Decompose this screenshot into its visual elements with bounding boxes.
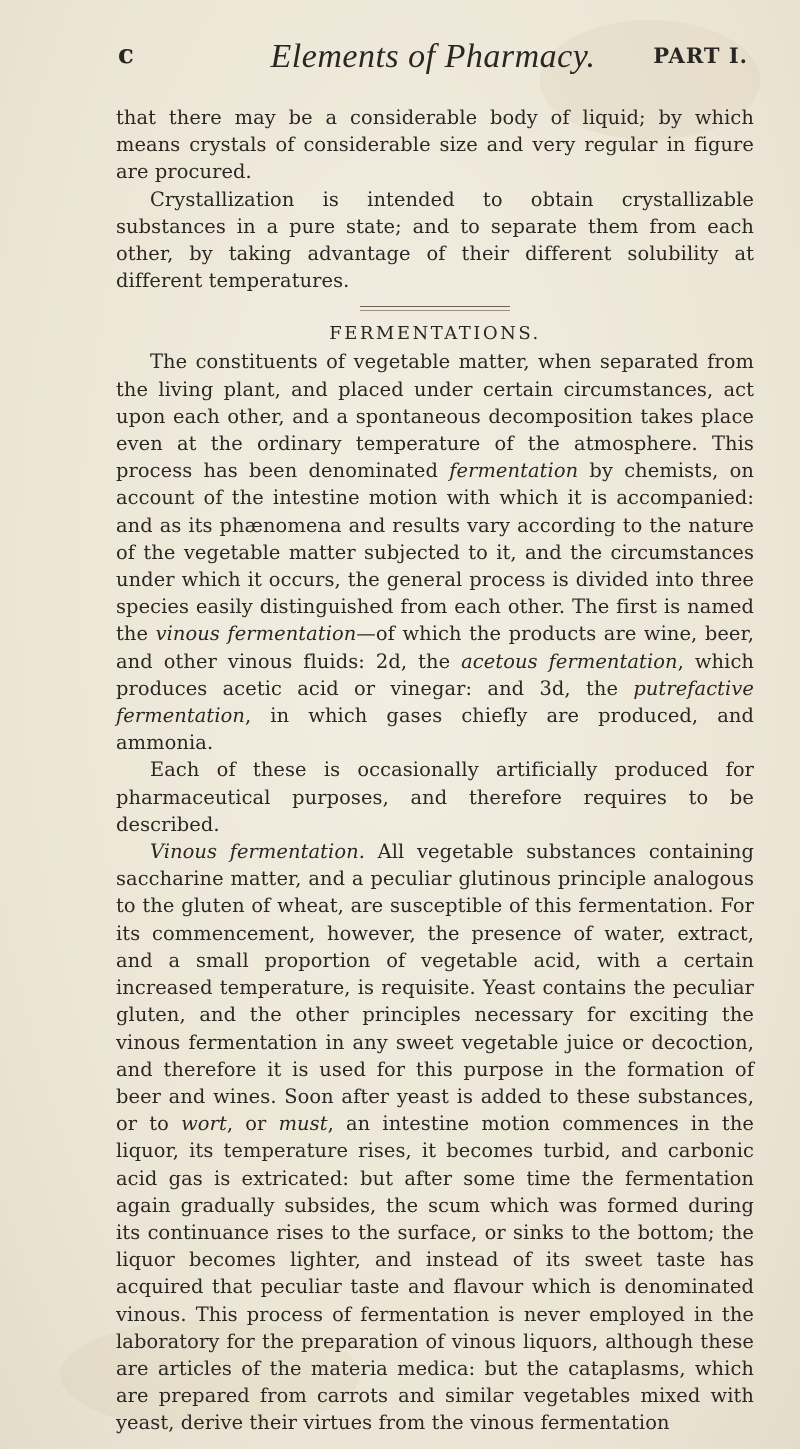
term-vinous: vinous fermentation [155,622,357,646]
section-divider [360,306,510,311]
text-run: All vegetable substances containing saccharine matter, and a peculiar glutinous principle analogous to the gluten of wheat, are susceptible of this fermentation. For its commencement, however, the presence of water, extract, and a small proportion of vegetable acid, with a certain increased temperature, is requisite. Yeast contains the peculiar gluten, and the other principles necessary for exciting the vinous fermentation in any sweet vegetable juice or decoction, and therefore it is used for this purpose in the formation of beer and wines. Soon after yeast is added to these substances, or to [116,840,754,1136]
page-body [116,104,754,1437]
text-run: , an intestine motion commences in the liquor, its temperature rises, it becomes turbid, and carbonic acid gas is extricated: but after some time the fermentation again gradually subsides, the scum which was formed during its continuance rises to the surface, or sinks to the bottom; the liquor becomes lighter, and instead of its sweet taste has acquired that peculiar taste and flavour which is denominated vinous. This process of fermentation is never employed in the laboratory for the preparation of vinous liquors, although these are articles of the materia medica: but the cataplasms, which are prepared from carrots and similar vegetables mixed with yeast, derive their virtues from the vinous fermentation [116,1112,754,1435]
text-run: by chemists, on account of the intestine motion with which it is accompanied: and as its phænomena and results vary according to the nature of the vegetable matter subjected to it, and the circumstances under which it occurs, the general process is divided into three species easily distinguished from each other. The first is named the [116,459,754,646]
term-must: must [278,1112,328,1136]
subsection-title: Vinous fermentation. [150,840,365,864]
text-run: —of which the products are wine, beer, and other vinous fluids: 2d, the [116,622,754,673]
part-label: PART I. [653,43,748,68]
term-wort: wort [181,1112,227,1136]
text-run: , which produces acetic acid or vinegar: and 3d, the [116,649,754,700]
text-run: , in which gases chiefly are produced, and ammonia. [116,704,754,755]
paragraph-crystallization: Crystallization is intended to obtain crystallizable substances in a pure state; and to separate them from each other, by taking advantage of their different solubility at different temperatures. [116,187,754,293]
page-folio: c [118,40,134,70]
text-run: The constituents of vegetable matter, when separated from the living plant, and placed under certain circumstances, act upon each other, and a spontaneous decomposition takes place even at the ordinary temperature of the atmosphere. This process has been denominated [116,350,754,483]
text-run: , or [226,1112,279,1136]
running-header [118,38,748,78]
paragraph-fermentation-intro [116,348,754,756]
paragraph-continuation: that there may be a considerable body of liquid; by which means crystals of considerable size and very regular in figure are procured. [116,106,754,184]
term-acetous: acetous fermentation [461,649,678,673]
running-title: Elements of Pharmacy. [270,38,596,75]
term-fermentation: fermentation [449,459,579,483]
term-putrefactive: putrefactive fermentation [116,676,754,728]
paragraph-vinous [116,838,754,1436]
paragraph-artificial: Each of these is occasionally artificially produced for pharmaceutical purposes, and therefore requires to be described. [116,758,754,836]
section-heading: FERMENTATIONS. [329,323,541,345]
